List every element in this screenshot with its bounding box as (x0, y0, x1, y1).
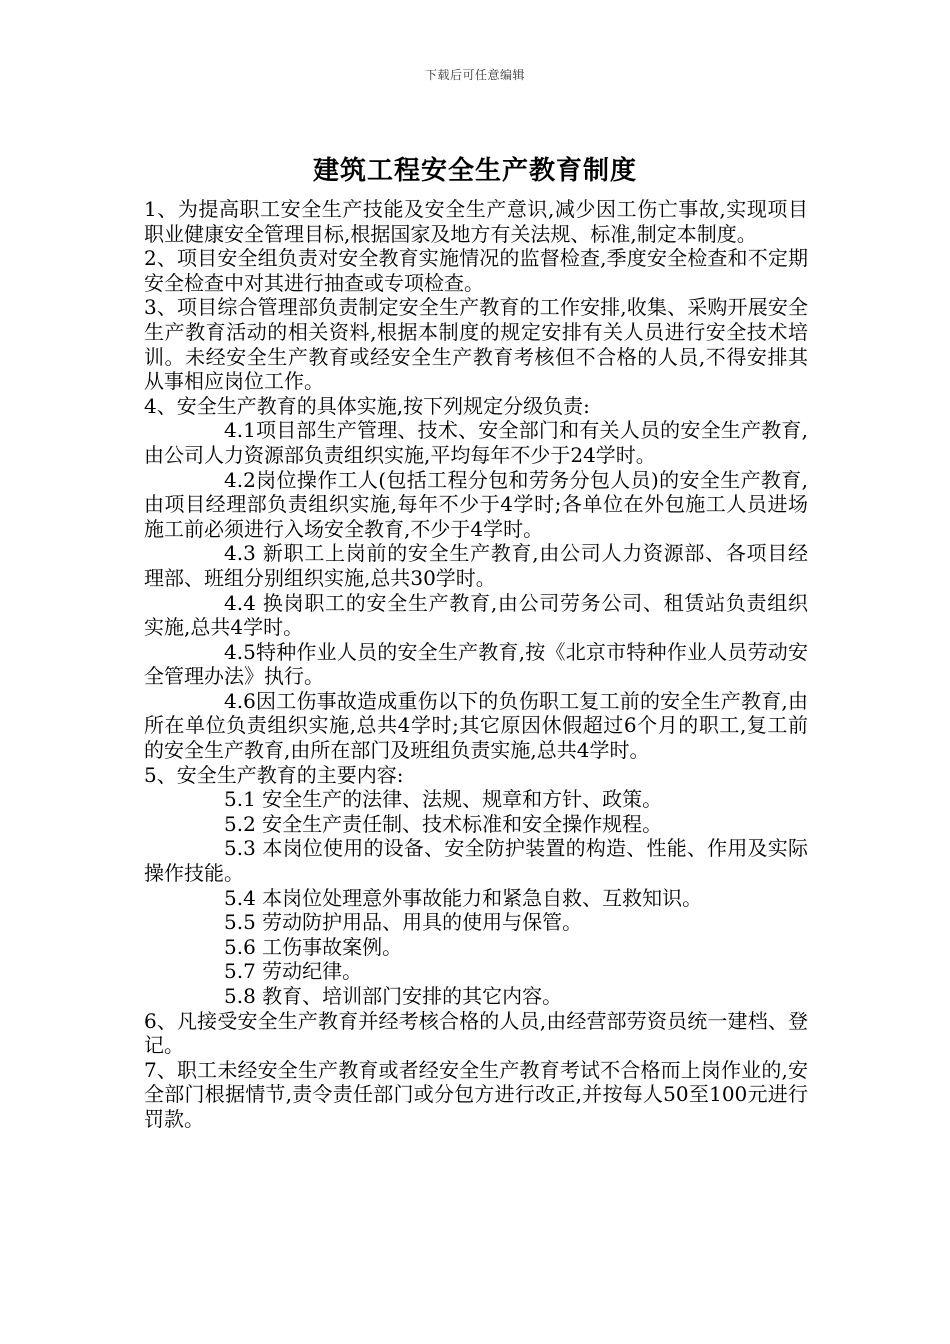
paragraph-5-4: 5.4 本岗位处理意外事故能力和紧急自救、互救知识。 (224, 885, 703, 910)
paragraph-4-2: 4.2岗位操作工人(包括工程分包和劳务分包人员)的安全生产教育,由项目经理部负责组织实施,每年不少于4学时;各单位在外包施工人员进场施工前必须进行入场安全教育,不少于4学时。 (144, 467, 808, 541)
paragraph-7: 7、职工未经安全生产教育或者经安全生产教育考试不合格而上岗作业的,安全部门根据情节,责令责任部门或分包方进行改正,并按每人50至100元进行罚款。 (144, 1057, 808, 1131)
paragraph-4-3: 4.3 新职工上岗前的安全生产教育,由公司人力资源部、各项目经理部、班组分别组织实施,总共30学时。 (144, 541, 808, 590)
paragraph-2: 2、项目安全组负责对安全教育实施情况的监督检查,季度安全检查和不定期安全检查中对其进行抽查或专项检查。 (144, 246, 808, 295)
paragraph-5-6: 5.6 工伤事故案例。 (224, 934, 403, 959)
paragraph-4-1: 4.1项目部生产管理、技术、安全部门和有关人员的安全生产教育,由公司人力资源部负责组织实施,平均每年不少于24学时。 (144, 418, 808, 467)
paragraph-1: 1、为提高职工安全生产技能及安全生产意识,减少因工伤亡事故,实现项目职业健康安全管理目标,根据国家及地方有关法规、标准,制定本制度。 (144, 197, 808, 246)
paragraph-5-1: 5.1 安全生产的法律、法规、规章和方针、政策。 (224, 787, 663, 812)
paragraph-5-8: 5.8 教育、培训部门安排的其它内容。 (224, 984, 563, 1008)
paragraph-5-5: 5.5 劳动防护用品、用具的使用与保管。 (224, 910, 583, 935)
paragraph-4: 4、安全生产教育的具体实施,按下列规定分级负责: (144, 393, 590, 418)
document-title: 建筑工程安全生产教育制度 (312, 156, 637, 186)
paragraph-4-5: 4.5特种作业人员的安全生产教育,按《北京市特种作业人员劳动安全管理办法》执行。 (144, 639, 808, 689)
paragraph-4-4: 4.4 换岗职工的安全生产教育,由公司劳务公司、租赁站负责组织实施,总共4学时。 (144, 590, 808, 640)
paragraph-3: 3、项目综合管理部负责制定安全生产教育的工作安排,收集、采购开展安全生产教育活动的相关资料,根据本制度的规定安排有关人员进行安全技术培训。未经安全生产教育或经安全生产教育考核但不合格的人员,不得安排其从事相应岗位工作。 (144, 295, 808, 394)
paragraph-5-7: 5.7 劳动纪律。 (224, 959, 363, 984)
paragraph-6: 6、凡接受安全生产教育并经考核合格的人员,由经营部劳资员统一建档、登记。 (144, 1008, 808, 1058)
page-header-note: 下载后可任意编辑 (424, 68, 525, 82)
paragraph-5: 5、安全生产教育的主要内容: (144, 762, 404, 787)
paragraph-5-3: 5.3 本岗位使用的设备、安全防护装置的构造、性能、作用及实际操作技能。 (144, 836, 808, 886)
document-body (144, 197, 808, 1132)
paragraph-4-6: 4.6因工伤事故造成重伤以下的负伤职工复工前的安全生产教育,由所在单位负责组织实施,总共4学时;其它原因休假超过6个月的职工,复工前的安全生产教育,由所在部门及班组负责实施,总共4学时。 (144, 688, 808, 763)
paragraph-5-2: 5.2 安全生产责任制、技术标准和安全操作规程。 (224, 811, 663, 836)
